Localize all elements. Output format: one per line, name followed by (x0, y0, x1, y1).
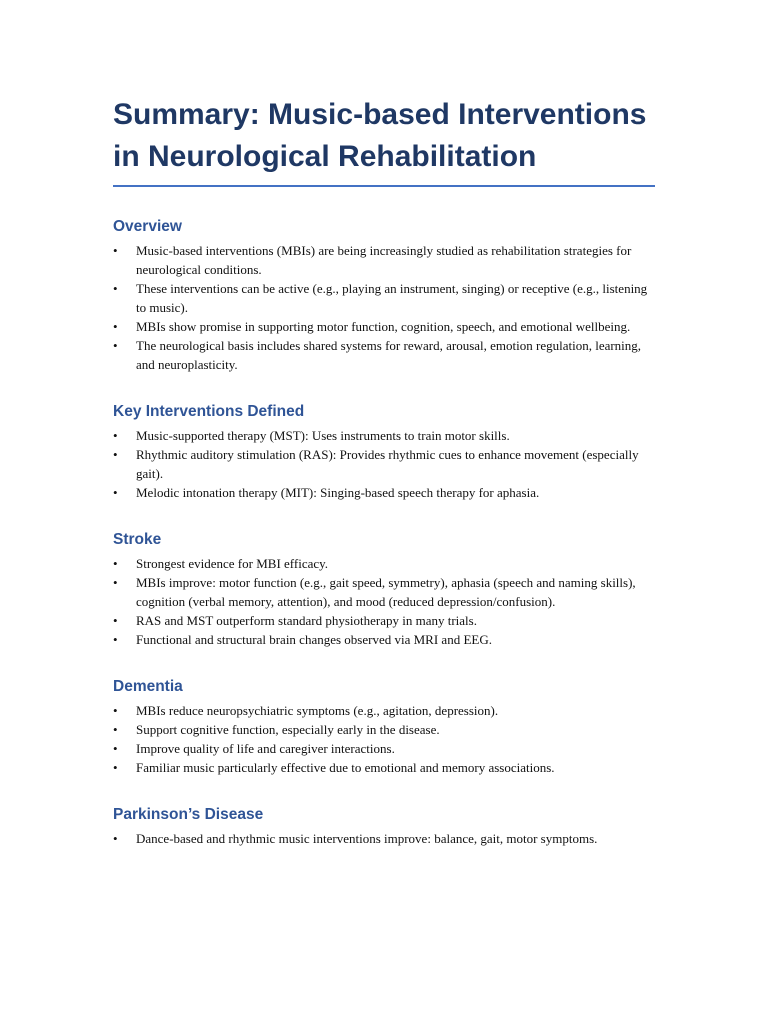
list-item-text: Functional and structural brain changes observed via MRI and EEG. (136, 632, 492, 647)
section-heading: Key Interventions Defined (113, 403, 305, 420)
list-item-text: These interventions can be active (e.g., playing an instrument, singing) or receptive (e.g., listening to music). (136, 281, 648, 315)
bullet-icon: • (113, 338, 118, 353)
list-item (113, 445, 655, 483)
list-item-text: Melodic intonation therapy (MIT): Singing-based speech therapy for aphasia. (136, 485, 540, 500)
list-item (113, 829, 655, 848)
bullet-icon: • (113, 722, 118, 737)
bullet-icon: • (113, 556, 118, 571)
bullet-icon: • (113, 428, 118, 443)
section (113, 217, 655, 374)
list-item-text: Familiar music particularly effective due to emotional and memory associations. (136, 760, 555, 775)
list-item-text: MBIs reduce neuropsychiatric symptoms (e.g., agitation, depression). (136, 703, 499, 718)
bullet-icon: • (113, 281, 118, 296)
section-heading: Overview (113, 218, 182, 235)
bullet-icon: • (113, 575, 118, 590)
section (113, 402, 655, 502)
section (113, 805, 655, 848)
bullet-icon: • (113, 485, 118, 500)
list-item (113, 336, 655, 374)
bullet-icon: • (113, 760, 118, 775)
bullet-icon: • (113, 831, 118, 846)
list-item-text: Rhythmic auditory stimulation (RAS): Provides rhythmic cues to enhance movement (especially gait). (136, 447, 639, 481)
bullet-icon: • (113, 243, 118, 258)
list-item-text: MBIs show promise in supporting motor function, cognition, speech, and emotional wellbeing. (136, 319, 631, 334)
list-item (113, 611, 655, 630)
list-item (113, 701, 655, 720)
list-item (113, 483, 655, 502)
document-page (113, 94, 655, 848)
section (113, 530, 655, 649)
section-heading: Parkinson’s Disease (113, 806, 264, 823)
list-item-text: Music-based interventions (MBIs) are being increasingly studied as rehabilitation strategies for neurological conditions. (136, 243, 632, 277)
list-item-text: The neurological basis includes shared systems for reward, arousal, emotion regulation, learning, and neuroplasticity. (136, 338, 642, 372)
bullet-icon: • (113, 319, 118, 334)
list-item-text: Strongest evidence for MBI efficacy. (136, 556, 329, 571)
list-item (113, 279, 655, 317)
list-item-text: RAS and MST outperform standard physiotherapy in many trials. (136, 613, 477, 628)
bullet-icon: • (113, 447, 118, 462)
bullet-list (113, 426, 655, 502)
list-item (113, 630, 655, 649)
section-heading: Dementia (113, 678, 183, 695)
list-item (113, 739, 655, 758)
document-title: Summary: Music-based Interventions in Neurological Rehabilitation (113, 94, 655, 187)
list-item-text: MBIs improve: motor function (e.g., gait speed, symmetry), aphasia (speech and naming skills), cognition (verbal memory, attention), and mood (reduced depression/confusion). (136, 575, 636, 609)
bullet-list (113, 701, 655, 777)
bullet-icon: • (113, 613, 118, 628)
list-item (113, 554, 655, 573)
list-item (113, 573, 655, 611)
list-item (113, 758, 655, 777)
list-item-text: Improve quality of life and caregiver interactions. (136, 741, 395, 756)
list-item-text: Dance-based and rhythmic music interventions improve: balance, gait, motor symptoms. (136, 831, 598, 846)
bullet-icon: • (113, 703, 118, 718)
bullet-list (113, 554, 655, 649)
list-item-text: Support cognitive function, especially early in the disease. (136, 722, 440, 737)
bullet-icon: • (113, 741, 118, 756)
bullet-icon: • (113, 632, 118, 647)
list-item (113, 426, 655, 445)
bullet-list (113, 829, 655, 848)
section (113, 677, 655, 777)
bullet-list (113, 241, 655, 374)
list-item-text: Music-supported therapy (MST): Uses instruments to train motor skills. (136, 428, 510, 443)
document-body (113, 217, 655, 848)
list-item (113, 720, 655, 739)
list-item (113, 241, 655, 279)
section-heading: Stroke (113, 531, 162, 548)
list-item (113, 317, 655, 336)
